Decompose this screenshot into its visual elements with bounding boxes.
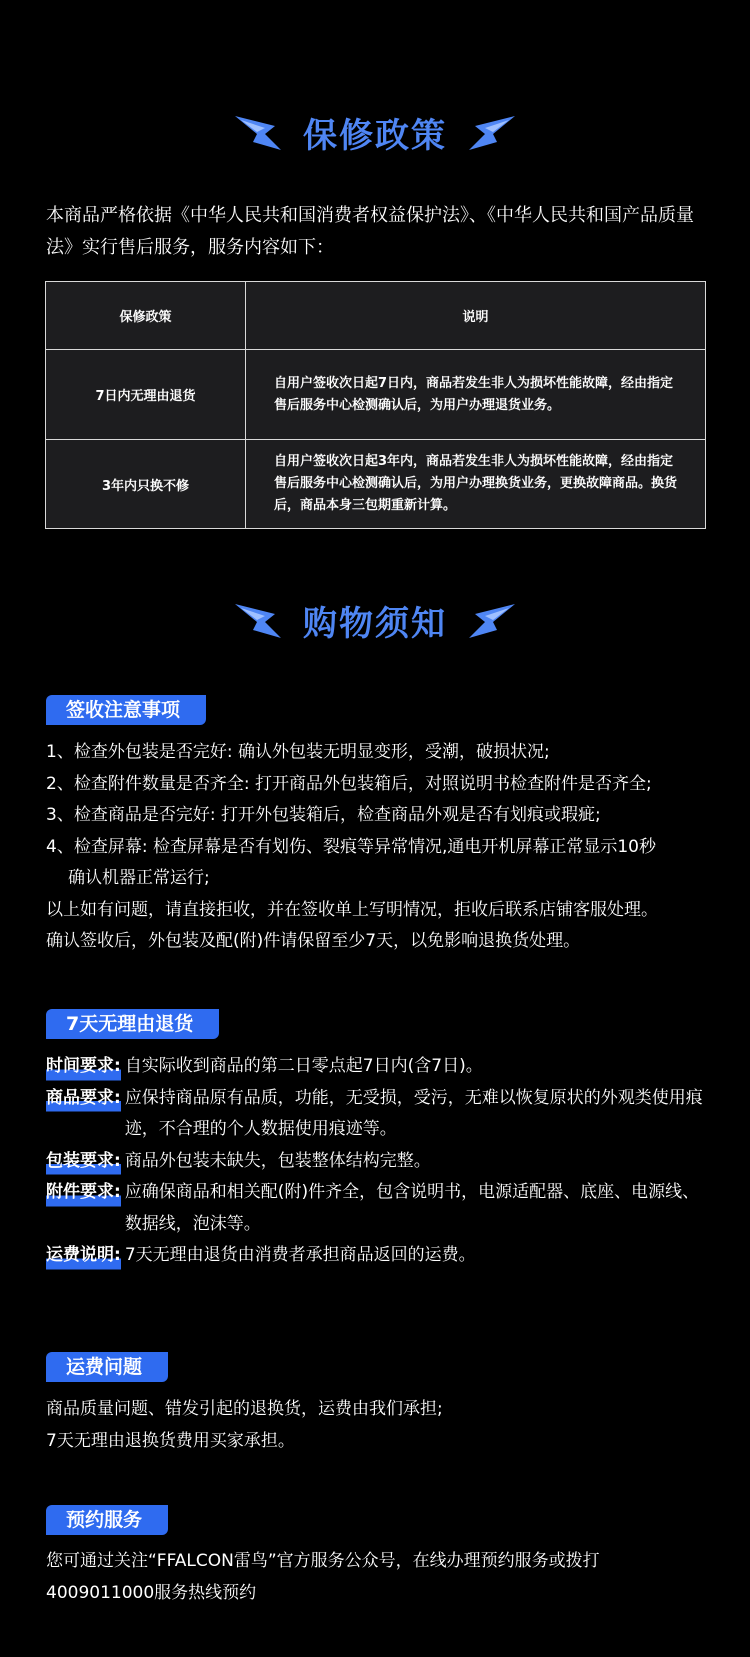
- requirement-key: 包装要求:: [46, 1146, 121, 1178]
- list-item: 2、检查附件数量是否齐全: 打开商品外包装箱后，对照说明书检查附件是否齐全;: [46, 773, 652, 794]
- list-item: 3、检查商品是否完好: 打开外包装箱后，检查商品外观是否有划痕或瑕疵;: [46, 805, 601, 825]
- list-item: 商品质量问题、错发引起的退换货，运费由我们承担;: [46, 1399, 443, 1419]
- table-cell-policy: 3年内只换不修: [46, 440, 246, 529]
- table-row: [46, 440, 706, 529]
- return-badge: 7天无理由退货: [46, 1009, 219, 1039]
- list-item: 确认机器正常运行;: [68, 868, 210, 888]
- shopping-title: 购物须知: [303, 603, 447, 644]
- table-row: [46, 350, 706, 440]
- warranty-table: [45, 281, 706, 529]
- table-header-row: [46, 282, 706, 350]
- list-item: 1、检查外包装是否完好: 确认外包装无明显变形，受潮，破损状况;: [46, 742, 550, 762]
- warranty-intro: 本商品严格依据《中华人民共和国消费者权益保护法》、《中华人民共和国产品质量法》实行售后服务，服务内容如下：: [46, 205, 694, 258]
- requirement-key: 时间要求:: [46, 1051, 121, 1083]
- shipping-notes: [46, 1394, 706, 1457]
- table-header-policy: 保修政策: [46, 282, 246, 350]
- requirement-key: 运费说明:: [46, 1240, 121, 1272]
- wing-left-icon: [235, 112, 283, 152]
- requirement-value: 应确保商品和相关配(附)件齐全，包含说明书，电源适配器、底座、电源线、数据线，泡沫等。: [124, 1182, 700, 1234]
- warranty-title: 保修政策: [303, 115, 447, 156]
- requirement-value: 应保持商品原有品质，功能，无受损，受污，无难以恢复原状的外观类使用痕迹，不合理的个人数据使用痕迹等。: [124, 1087, 703, 1139]
- table-cell-desc: 自用户签收次日起3年内，商品若发生非人为损坏性能故障，经由指定售后服务中心检测确认后，为用户办理换货业务，更换故障商品。换货后，商品本身三包期重新计算。: [246, 440, 706, 529]
- wing-left-icon: [235, 600, 283, 640]
- return-requirements: [46, 1051, 706, 1272]
- requirement-value: 自实际收到商品的第二日零点起7日内(含7日)。: [124, 1056, 483, 1076]
- list-item: 4、检查屏幕: 检查屏幕是否有划伤、裂痕等异常情况,通电开机屏幕正常显示10秒: [46, 836, 656, 857]
- wing-right-icon: [467, 112, 515, 152]
- booking-badge: 预约服务: [46, 1505, 168, 1535]
- requirement-value: 商品外包装未缺失，包装整体结构完整。: [124, 1150, 431, 1171]
- list-item: 您可通过关注“FFALCON雷鸟”官方服务公众号，在线办理预约服务或拨打: [46, 1551, 600, 1571]
- list-item: 以上如有问题，请直接拒收，并在签收单上写明情况，拒收后联系店铺客服处理。: [46, 899, 658, 920]
- requirement-key: 商品要求:: [46, 1083, 121, 1115]
- receipt-notes: [46, 737, 706, 958]
- requirement-value: 7天无理由退货由消费者承担商品返回的运费。: [124, 1245, 476, 1265]
- list-item: 7天无理由退换货费用买家承担。: [46, 1430, 295, 1451]
- list-item: [46, 1240, 706, 1272]
- shipping-badge: 运费问题: [46, 1352, 168, 1382]
- list-item: [46, 1177, 706, 1240]
- warranty-title-bar: [0, 102, 750, 162]
- booking-notes: [46, 1546, 706, 1609]
- table-cell-desc: 自用户签收次日起7日内，商品若发生非人为损坏性能故障，经由指定售后服务中心检测确认后，为用户办理退货业务。: [246, 350, 706, 440]
- requirement-key: 附件要求:: [46, 1177, 121, 1209]
- wing-right-icon: [467, 600, 515, 640]
- shopping-title-bar: [0, 590, 750, 650]
- table-header-desc: 说明: [246, 282, 706, 350]
- list-item: [46, 1146, 706, 1178]
- receipt-badge: 签收注意事项: [46, 695, 206, 725]
- list-item: [46, 1051, 706, 1083]
- list-item: 4009011000服务热线预约: [46, 1582, 257, 1603]
- list-item: 确认签收后，外包装及配(附)件请保留至少7天，以免影响退换货处理。: [46, 931, 581, 951]
- table-cell-policy: 7日内无理由退货: [46, 350, 246, 440]
- list-item: [46, 1083, 706, 1146]
